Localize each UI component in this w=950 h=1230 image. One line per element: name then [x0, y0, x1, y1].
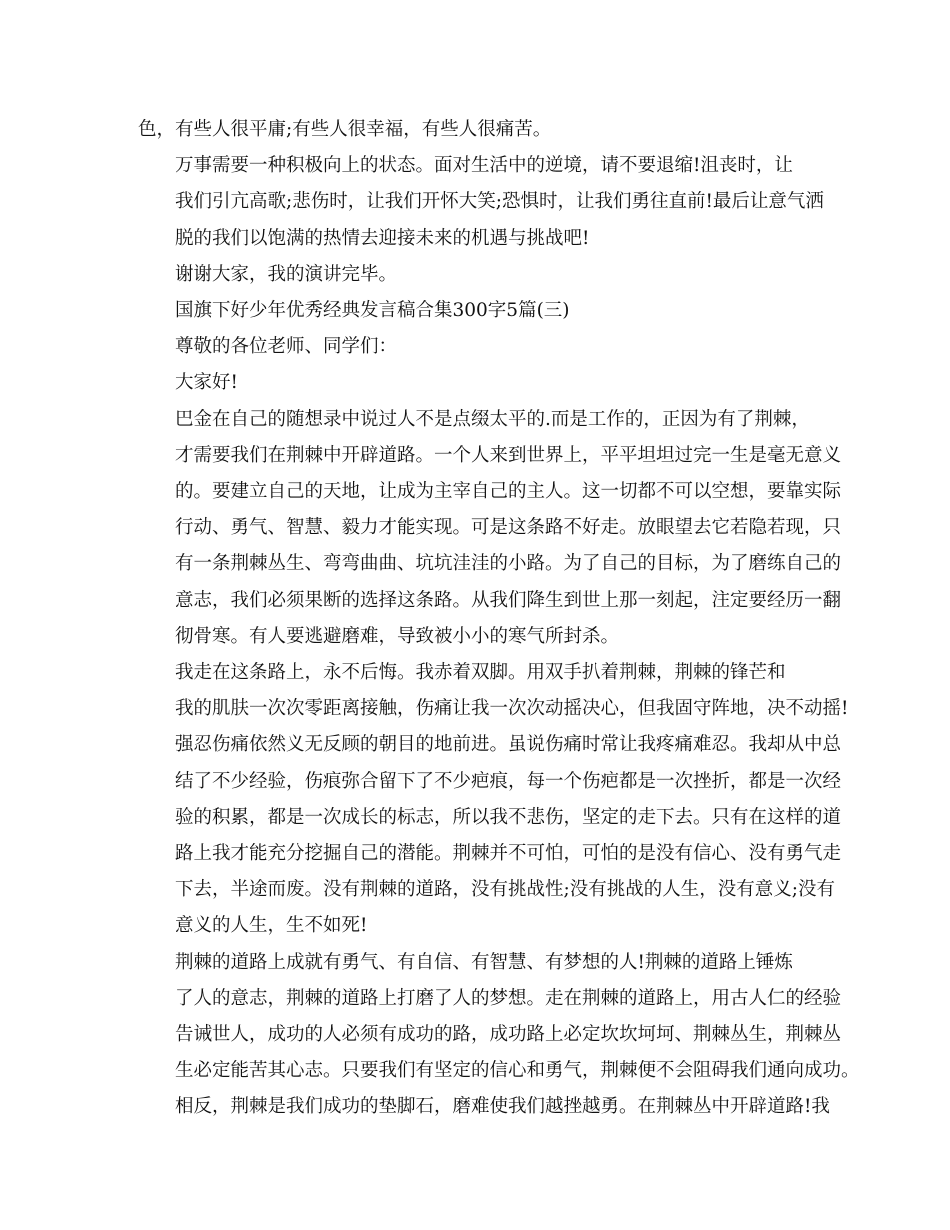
text-line: 色，有些人很平庸;有些人很幸福，有些人很痛苦。 — [138, 119, 552, 140]
text-line: 脱的我们以饱满的热情去迎接未来的机遇与挑战吧! — [175, 227, 590, 249]
text-line: 万事需要一种积极向上的状态。面对生活中的逆境，请不要退缩!沮丧时，让 — [175, 155, 793, 177]
text-line: 彻骨寒。有人要逃避磨难，导致被小小的寒气所封杀。 — [175, 625, 620, 647]
text-line: 有一条荆棘丛生、弯弯曲曲、坑坑洼洼的小路。为了自己的目标，为了磨练自己的 — [175, 553, 842, 575]
text-line: 生必定能苦其心志。只要我们有坚定的信心和勇气，荆棘便不会阻碍我们通向成功。 — [175, 1060, 860, 1082]
text-line: 尊敬的各位老师、同学们： — [175, 336, 398, 358]
text-line: 我走在这条路上，永不后悔。我赤着双脚。用双手扒着荆棘，荆棘的锋芒和 — [175, 662, 786, 684]
paragraph — [138, 365, 828, 401]
paragraph — [138, 257, 828, 293]
text-line: 巴金在自己的随想录中说过人不是点缀太平的.而是工作的，正因为有了荆棘， — [175, 408, 810, 430]
text-line: 意义的人生，生不如死! — [175, 915, 368, 937]
text-line: 相反，荆棘是我们成功的垫脚石，磨难使我们越挫越勇。在荆棘丛中开辟道路!我 — [175, 1096, 830, 1118]
text-line: 下去，半途而废。没有荆棘的道路，没有挑战性;没有挑战的人生，没有意义;没有 — [175, 879, 835, 901]
text-line: 强忍伤痛依然义无反顾的朝目的地前进。虽说伤痛时常让我疼痛难忍。我却从中总 — [175, 734, 842, 756]
text-line: 行动、勇气、智慧、毅力才能实现。可是这条路不好走。放眼望去它若隐若现，只 — [175, 517, 842, 539]
paragraph — [138, 329, 828, 365]
text-line: 我们引亢高歌;悲伤时，让我们开怀大笑;恐惧时，让我们勇往直前!最后让意气洒 — [175, 191, 824, 213]
paragraph — [138, 402, 842, 655]
text-line: 的。要建立自己的天地，让成为主宰自己的主人。这一切都不可以空想，要靠实际 — [175, 481, 842, 503]
text-line: 谢谢大家，我的演讲完毕。 — [175, 263, 398, 285]
document-body — [138, 112, 860, 1126]
paragraph — [138, 293, 828, 329]
text-line: 国旗下好少年优秀经典发言稿合集300字5篇(三) — [175, 300, 570, 322]
text-line: 大家好! — [175, 372, 238, 394]
text-line: 意志，我们必须果断的选择这条路。从我们降生到世上那一刻起，注定要经历一翻 — [175, 589, 842, 611]
paragraph — [138, 655, 849, 945]
paragraph — [138, 148, 828, 257]
text-line: 验的积累，都是一次成长的标志，所以我不悲伤，坚定的走下去。只有在这样的道 — [175, 806, 842, 828]
text-line: 结了不少经验，伤痕弥合留下了不少疤痕，每一个伤疤都是一次挫折，都是一次经 — [175, 770, 842, 792]
paragraph — [138, 945, 860, 1126]
text-line: 了人的意志，荆棘的道路上打磨了人的梦想。走在荆棘的道路上，用古人仁的经验 — [175, 987, 842, 1009]
paragraph — [138, 112, 828, 148]
text-line: 告诫世人，成功的人必须有成功的路，成功路上必定坎坎坷坷、荆棘丛生，荆棘丛 — [175, 1024, 842, 1046]
text-line: 荆棘的道路上成就有勇气、有自信、有智慧、有梦想的人!荆棘的道路上锤炼 — [175, 951, 793, 973]
text-line: 才需要我们在荆棘中开辟道路。一个人来到世界上，平平坦坦过完一生是毫无意义 — [175, 444, 842, 466]
text-line: 我的肌肤一次次零距离接触，伤痛让我一次次动摇决心，但我固守阵地，决不动摇! — [175, 698, 849, 720]
text-line: 路上我才能充分挖掘自己的潜能。荆棘并不可怕，可怕的是没有信心、没有勇气走 — [175, 843, 842, 865]
